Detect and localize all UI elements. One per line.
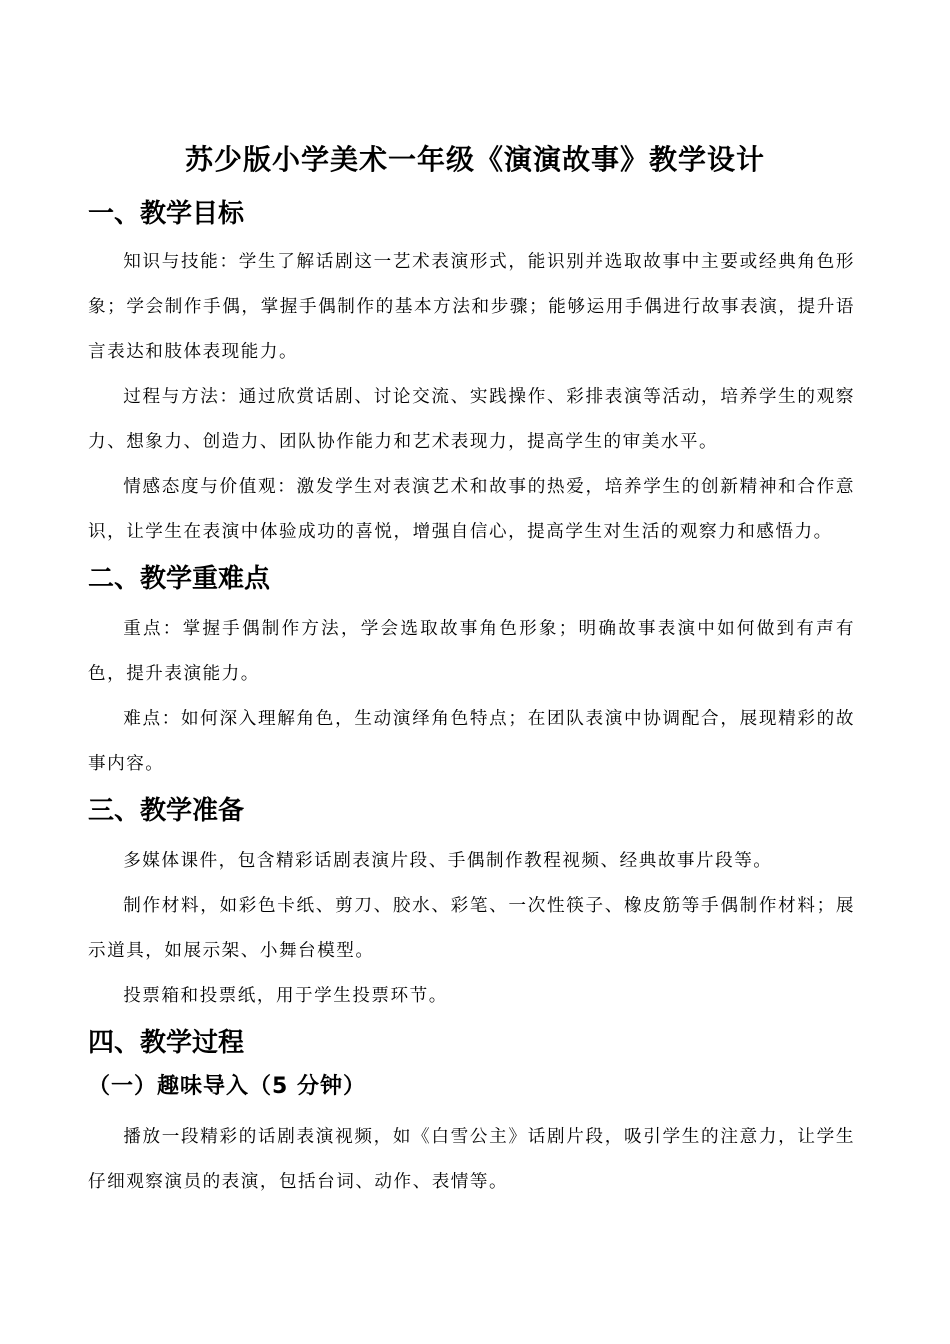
paragraph-emotion-values: 情感态度与价值观：激发学生对表演艺术和故事的热爱，培养学生的创新精神和合作意识，让学生在表演中体验成功的喜悦，增强自信心，提高学生对生活的观察力和感悟力。 [88, 477, 855, 542]
paragraph-intro-video: 播放一段精彩的话剧表演视频，如《白雪公主》话剧片段，吸引学生的注意力，让学生仔细观察演员的表演，包括台词、动作、表情等。 [88, 1127, 855, 1192]
paragraph-multimedia: 多媒体课件，包含精彩话剧表演片段、手偶制作教程视频、经典故事片段等。 [123, 851, 773, 871]
subsection-heading-intro: （一）趣味导入（5 分钟） [88, 1074, 366, 1099]
paragraph-ballot-box: 投票箱和投票纸，用于学生投票环节。 [123, 986, 448, 1006]
section-heading-key-points: 二、教学重难点 [88, 564, 271, 594]
paragraph-materials: 制作材料，如彩色卡纸、剪刀、胶水、彩笔、一次性筷子、橡皮筋等手偶制作材料；展示道具，如展示架、小舞台模型。 [88, 896, 855, 961]
section-heading-process: 四、教学过程 [88, 1028, 245, 1058]
document-title: 苏少版小学美术一年级《演演故事》教学设计 [184, 143, 765, 176]
paragraph-key-point: 重点：掌握手偶制作方法，学会选取故事角色形象；明确故事表演中如何做到有声有色，提升表演能力。 [88, 619, 855, 684]
paragraph-process-methods: 过程与方法：通过欣赏话剧、讨论交流、实践操作、彩排表演等活动，培养学生的观察力、想象力、创造力、团队协作能力和艺术表现力，提高学生的审美水平。 [88, 387, 855, 452]
paragraph-difficulty: 难点：如何深入理解角色，生动演绎角色特点；在团队表演中协调配合，展现精彩的故事内容。 [88, 709, 855, 774]
section-heading-preparation: 三、教学准备 [88, 796, 245, 826]
section-heading-objectives: 一、教学目标 [88, 199, 245, 229]
paragraph-knowledge-skills: 知识与技能：学生了解话剧这一艺术表演形式，能识别并选取故事中主要或经典角色形象；学会制作手偶，掌握手偶制作的基本方法和步骤；能够运用手偶进行故事表演，提升语言表达和肢体表现能力。 [88, 252, 855, 362]
